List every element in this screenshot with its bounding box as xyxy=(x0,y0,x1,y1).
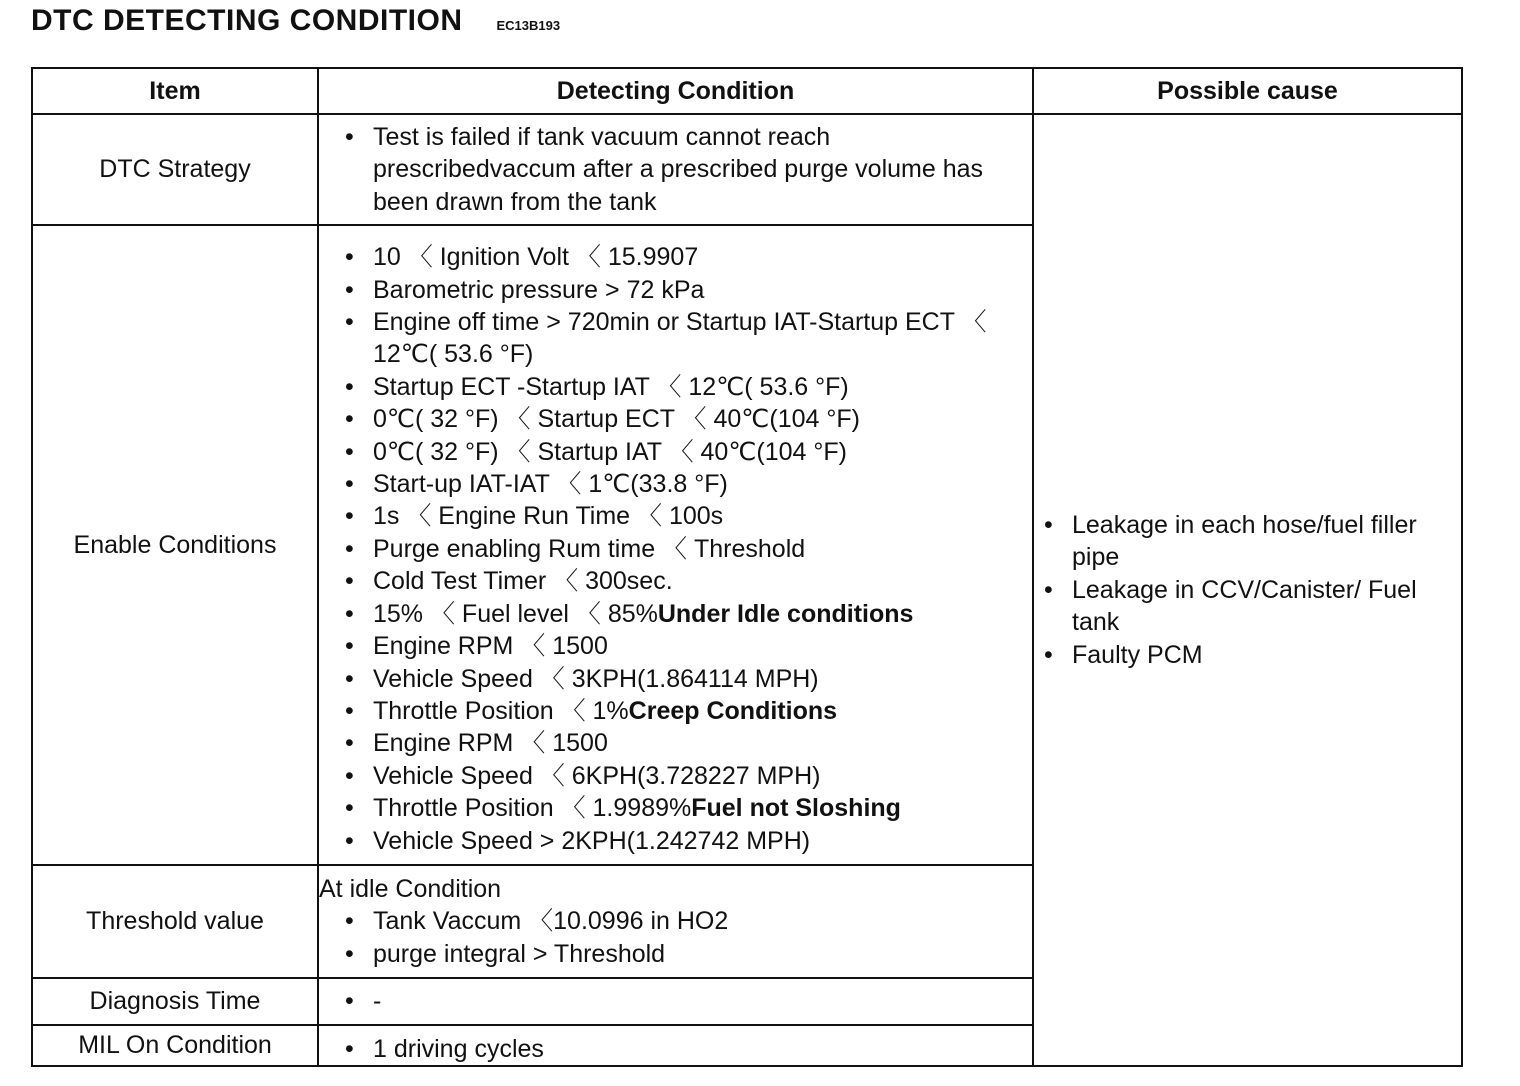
row-label-threshold-value: Threshold value xyxy=(32,865,318,978)
condition-text: Throttle Position 〈 1.9989% xyxy=(373,794,692,823)
row-label-diagnosis-time: Diagnosis Time xyxy=(32,978,318,1024)
condition-group-idle: Under Idle conditions xyxy=(657,599,914,628)
row-label-enable-conditions: Enable Conditions xyxy=(32,225,318,865)
condition-cell-threshold-value xyxy=(318,865,1033,978)
list-item: • Engine RPM 〈 1500 xyxy=(373,727,1032,759)
list-item: • Purge enabling Rum time 〈 Threshold xyxy=(373,533,1032,565)
condition-text: 15% 〈 Fuel level 〈 85% xyxy=(373,599,658,628)
row-label-dtc-strategy: DTC Strategy xyxy=(32,114,318,225)
possible-cause-list xyxy=(1034,509,1461,671)
list-item: • 1s 〈 Engine Run Time 〈 100s xyxy=(373,500,1032,532)
column-header-item: Item xyxy=(32,68,318,114)
list-item: • Vehicle Speed > 2KPH(1.242742 MPH) xyxy=(373,825,1032,857)
list-item: • Vehicle Speed 〈 6KPH(3.728227 MPH) xyxy=(373,760,1032,792)
list-item: • Startup ECT -Startup IAT 〈 12℃( 53.6 °F) xyxy=(373,371,1032,403)
condition-cell-mil-on-condition xyxy=(318,1025,1033,1066)
column-header-detecting-condition: Detecting Condition xyxy=(318,68,1033,114)
condition-text: Throttle Position 〈 1% xyxy=(373,696,629,725)
page-heading xyxy=(31,4,560,44)
strategy-list xyxy=(319,121,1032,218)
possible-cause-cell xyxy=(1033,114,1462,1066)
condition-cell-enable-conditions xyxy=(318,225,1033,865)
list-item xyxy=(373,598,1032,630)
table-header-row xyxy=(32,68,1462,114)
row-label-mil-on-condition: MIL On Condition xyxy=(32,1025,318,1066)
threshold-heading: At idle Condition xyxy=(319,874,502,903)
mil-list xyxy=(319,1033,1032,1065)
page-title: DTC DETECTING CONDITION xyxy=(31,4,463,37)
column-header-possible-cause: Possible cause xyxy=(1033,68,1462,114)
list-item xyxy=(373,792,1032,824)
list-item: • Cold Test Timer 〈 300sec. xyxy=(373,565,1032,597)
list-item: • - xyxy=(373,985,1032,1017)
list-item: • 0℃( 32 °F) 〈 Startup IAT 〈 40℃(104 °F) xyxy=(373,436,1032,468)
list-item: • 1 driving cycles xyxy=(373,1033,1032,1065)
condition-cell-diagnosis-time xyxy=(318,978,1033,1024)
list-item: • Start-up IAT-IAT 〈 1℃(33.8 °F) xyxy=(373,468,1032,500)
list-item: • Faulty PCM xyxy=(1072,639,1461,671)
condition-group-sloshing: Fuel not Sloshing xyxy=(691,794,901,823)
list-item: • Vehicle Speed 〈 3KPH(1.864114 MPH) xyxy=(373,663,1032,695)
list-item: • purge integral > Threshold xyxy=(373,938,1032,970)
list-item: • Test is failed if tank vacuum cannot reach prescribedvaccum after a prescribed purge volume has been drawn from the tank xyxy=(373,121,1032,218)
list-item: • Tank Vaccum 〈10.0996 in HO2 xyxy=(373,905,1032,937)
enable-conditions-list xyxy=(319,241,1032,857)
section-code: EC13B193 xyxy=(496,18,561,33)
list-item: • Engine off time > 720min or Startup IAT-Startup ECT 〈 12℃( 53.6 °F) xyxy=(373,306,1032,371)
list-item: • Leakage in CCV/Canister/ Fuel tank xyxy=(1072,574,1461,639)
list-item: • 10 〈 Ignition Volt 〈 15.9907 xyxy=(373,241,1032,273)
list-item: • Engine RPM 〈 1500 xyxy=(373,630,1032,662)
threshold-list xyxy=(319,905,1032,970)
condition-group-creep: Creep Conditions xyxy=(628,696,838,725)
list-item: • Leakage in each hose/fuel filler pipe xyxy=(1072,509,1461,574)
table-row-dtc-strategy xyxy=(32,114,1462,225)
list-item xyxy=(373,695,1032,727)
diagnosis-list xyxy=(319,985,1032,1017)
dtc-condition-table xyxy=(31,67,1463,1067)
list-item: • 0℃( 32 °F) 〈 Startup ECT 〈 40℃(104 °F) xyxy=(373,403,1032,435)
condition-cell-dtc-strategy xyxy=(318,114,1033,225)
list-item: • Barometric pressure > 72 kPa xyxy=(373,274,1032,306)
